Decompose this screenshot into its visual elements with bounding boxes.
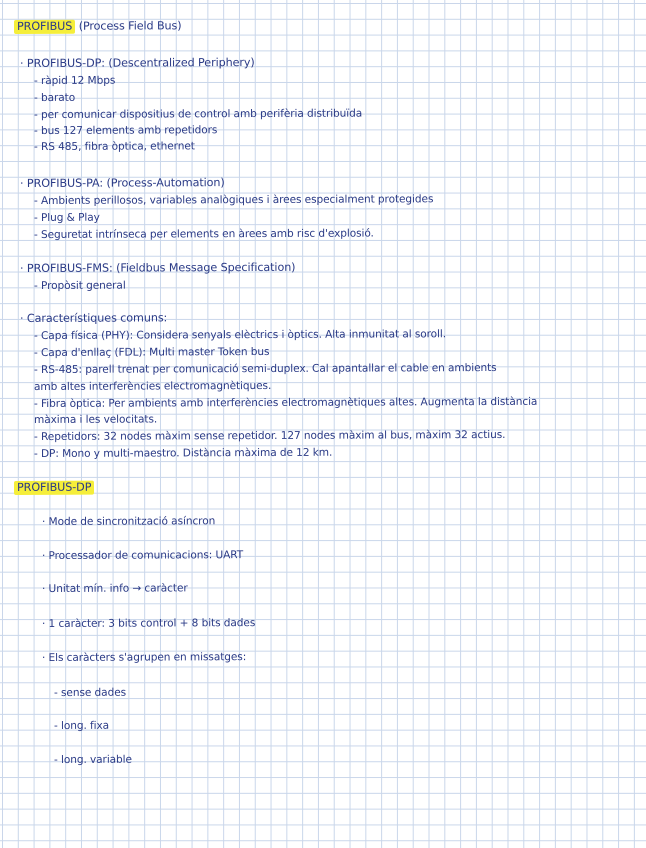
dp-subitem: - long. fixa	[53, 719, 110, 732]
page-title	[14, 19, 182, 34]
note-line: - Ambients perillosos, variables analògiques i àrees especialment protegides	[33, 193, 434, 207]
note-line: màxima i les velocitats.	[33, 413, 158, 426]
dp-section-heading	[14, 481, 94, 495]
note-line: - Repetidors: 32 nodes màxim sense repetidor. 127 nodes màxim al bus, màxim 32 actius.	[33, 428, 506, 443]
dp-subitem: - sense dades	[53, 686, 127, 699]
note-line: - DP: Mono y multi-maestro. Distància màxima de 12 km.	[33, 446, 333, 460]
note-line: - Seguretat intrínseca per elements en àrees amb risc d'explosió.	[33, 227, 374, 241]
note-line: - Fibra òptica: Per ambients amb interferències electromagnètiques altes. Augmenta la distància	[33, 395, 538, 410]
note-line: - Propòsit general	[33, 279, 126, 292]
note-line: - barato	[33, 91, 76, 104]
section-common-heading: · Característiques comuns:	[19, 311, 168, 325]
dp-item: · Els caràcters s'agrupen en missatges:	[41, 651, 247, 664]
note-line: - per comunicar dispositius de control amb perifèria distribuïda	[33, 107, 363, 121]
note-line: - bus 127 elements amb repetidors	[33, 124, 218, 137]
dp-item: · Processador de comunicacions: UART	[41, 549, 244, 562]
section-pa-heading: · PROFIBUS-PA: (Process-Automation)	[19, 176, 225, 190]
dp-subitem: - long. variable	[53, 753, 132, 766]
dp-heading-highlight: PROFIBUS-DP	[14, 481, 94, 495]
note-line: - Capa física (PHY): Considera senyals elèctrics i òptics. Alta inmunitat al soroll.	[33, 328, 447, 342]
title-highlight: PROFIBUS	[14, 20, 75, 34]
section-fms-heading: · PROFIBUS-FMS: (Fieldbus Message Specification)	[19, 260, 296, 275]
dp-item: · 1 caràcter: 3 bits control + 8 bits dades	[41, 617, 256, 630]
dp-item: · Mode de sincronització asíncron	[41, 515, 216, 528]
note-line: - Capa d'enllaç (FDL): Multi master Token bus	[33, 345, 270, 359]
title-subtitle: (Process Field Bus)	[78, 19, 182, 33]
note-line: - Plug & Play	[33, 211, 100, 224]
section-dp-heading: · PROFIBUS-DP: (Descentralized Periphery)	[19, 55, 255, 70]
dp-item: · Unitat mín. info → caràcter	[41, 582, 188, 595]
note-line: amb altes interferències electromagnètiques.	[33, 379, 272, 393]
note-line: - RS-485: parell trenat per comunicació semi-duplex. Cal apantallar el cable en ambients	[33, 361, 497, 376]
note-line: - RS 485, fibra òptica, ethernet	[33, 140, 195, 153]
note-line: - ràpid 12 Mbps	[33, 74, 116, 87]
